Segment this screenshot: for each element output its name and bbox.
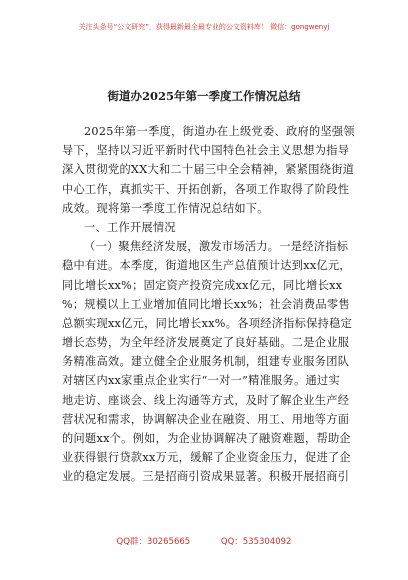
- body-line: 业获得银行贷款xx万元，缓解了企业资金压力，促进了企: [62, 451, 351, 465]
- body-line: 成效。现将第一季度工作情况总结如下。: [62, 201, 269, 215]
- footer-contact: [0, 535, 408, 547]
- footer-qq-number: QQ：535304092: [220, 537, 292, 547]
- body-line: 稳中有进。本季度，街道地区生产总值预计达到xx亿元，: [62, 259, 351, 273]
- body-line: 营状况和需求，协调解决企业在融资、用工、用地等方面: [62, 412, 350, 426]
- body-line: 的问题xx个。例如，为企业协调解决了融资难题，帮助企: [62, 432, 351, 445]
- footer-qq-group: QQ群：30265665: [116, 537, 191, 547]
- body-line: 总额实现xx亿元，同比增长xx%。各项经济指标保持稳定: [62, 316, 353, 330]
- section-heading: 一、工作开展情况: [84, 220, 176, 234]
- header-banner: 关注头条号“公文研究”，获得最新最全最专业的公文资料库！ 微信：gongwenyj: [78, 23, 330, 31]
- body-line: 2025年第一季度，街道办在上级党委、政府的坚强领: [84, 125, 355, 138]
- body-line: （一）聚焦经济发展，激发市场活力。一是经济指标: [84, 240, 349, 254]
- body-line: 务精准高效。建立健全企业服务机制，组建专业服务团队: [62, 355, 350, 369]
- body-line: 业的稳定发展。三是招商引资成果显著。积极开展招商引: [62, 470, 350, 484]
- document-title: 街道办2025年第一季度工作情况总结: [107, 89, 301, 103]
- body-line: 深入贯彻党的XX大和二十届三中全会精神，紧紧围绕街道: [62, 163, 355, 177]
- body-line: 导下，坚持以习近平新时代中国特色社会主义思想为指导: [62, 144, 350, 158]
- document-body: [62, 122, 355, 487]
- body-line: 对辖区内xx家重点企业实行“一对一”精准服务。通过实: [62, 374, 340, 388]
- body-line: 增长态势，为全年经济发展奠定了良好基础。二是企业服: [62, 336, 350, 350]
- body-line: 中心工作，真抓实干、开拓创新，各项工作取得了阶段性: [62, 182, 350, 196]
- body-line: 同比增长xx%；固定资产投资完成xx亿元，同比增长xx: [62, 278, 343, 292]
- body-line: %；规模以上工业增加值同比增长xx%；社会消费品零售: [62, 297, 350, 311]
- body-line: 地走访、座谈会、线上沟通等方式，及时了解企业生产经: [62, 393, 350, 407]
